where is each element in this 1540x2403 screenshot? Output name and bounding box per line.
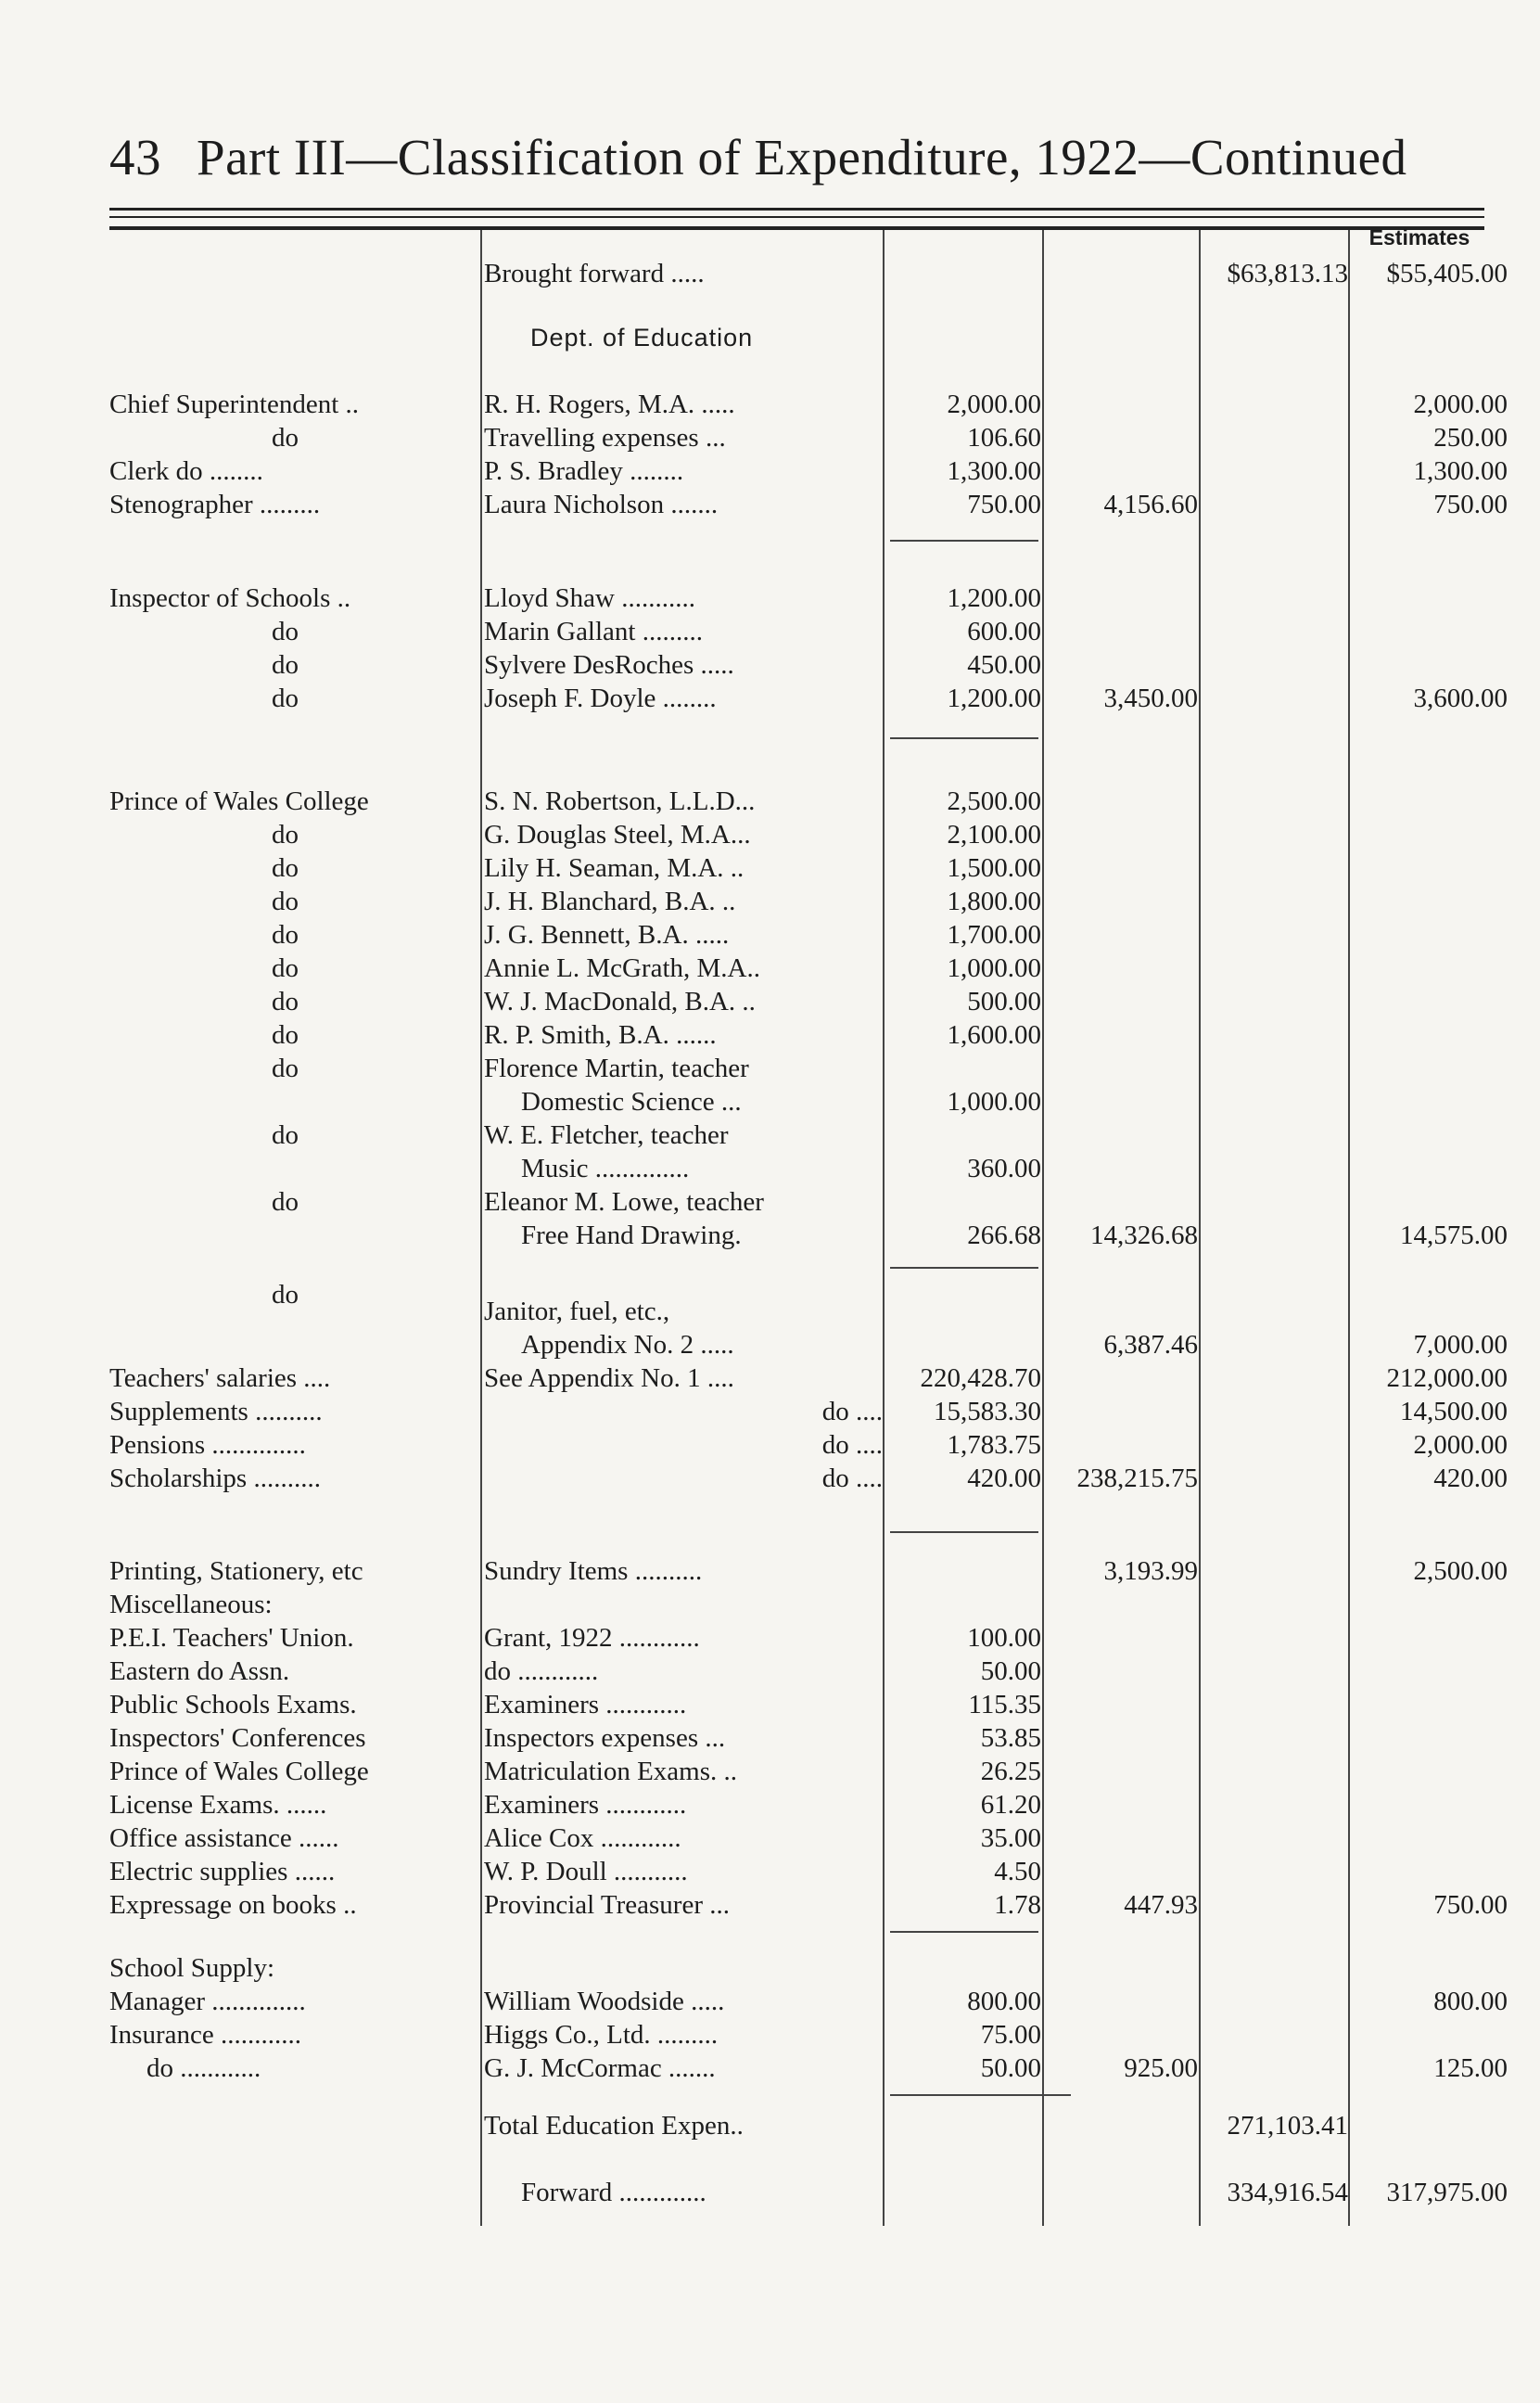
estimate-cell: 125.00 [1433,2053,1508,2083]
table-row [0,321,1540,354]
subtotal-cell: 3,450.00 [1103,684,1198,713]
item-cell: Scholarships .......... [109,1464,321,1493]
subtotal-cell: 14,326.68 [1090,1221,1198,1250]
table-row [0,1554,1540,1588]
item-cell: Clerk do ........ [109,456,263,486]
item-cell: License Exams. ...... [109,1790,327,1820]
item-cell: Prince of Wales College [109,1757,369,1786]
payee-cell: William Woodside ..... [484,1987,725,2016]
amount-cell: 1.78 [994,1890,1041,1920]
payee-cell: Higgs Co., Ltd. ......... [484,2020,719,2050]
estimate-cell: 420.00 [1433,1464,1508,1493]
page-number: 43 [109,129,161,185]
item-cell: Inspectors' Conferences [109,1723,366,1753]
payee-cell: W. J. MacDonald, B.A. .. [484,987,756,1016]
payee-cell: See Appendix No. 1 .... [484,1363,734,1393]
payee-cell: Lily H. Seaman, M.A. .. [484,853,745,883]
item-cell: Teachers' salaries .... [109,1363,331,1393]
page-title: Part III—Classification of Expenditure, 1922—Continued [197,129,1407,185]
item-cell: do [272,1120,299,1150]
table-row [0,1688,1540,1721]
subtotal-rule [890,1267,1038,1269]
subtotal-rule [890,540,1038,542]
table-row [0,1085,1540,1118]
payee-cell: do ............ [484,1656,599,1686]
estimate-cell: 2,000.00 [1413,390,1508,419]
item-cell: Chief Superintendent .. [109,390,360,419]
table-row [0,421,1540,454]
amount-cell: 75.00 [980,2020,1041,2050]
estimate-cell: 750.00 [1433,490,1508,519]
amount-cell: 50.00 [980,1656,1041,1686]
item-cell: Electric supplies ...... [109,1857,336,1886]
payee-cell: S. N. Robertson, L.L.D... [484,786,756,816]
amount-cell: 2,500.00 [947,786,1041,816]
payee-cell: G. J. McCormac ....... [484,2053,716,2083]
item-cell: Manager .............. [109,1987,306,2016]
item-cell: Expressage on books .. [109,1890,357,1920]
item-cell: do [272,953,299,983]
total-cell: 271,103.41 [1227,2111,1348,2141]
amount-cell: 35.00 [980,1823,1041,1853]
subtotal-rule [890,1531,1038,1533]
table-row [0,1655,1540,1688]
subtotal-cell: 447.93 [1124,1890,1198,1920]
subtotal-rule [890,1931,1038,1933]
item-cell: Office assistance ...... [109,1823,339,1853]
table-row [0,1721,1540,1755]
table-row [0,785,1540,818]
table-row [0,1328,1540,1361]
estimate-cell: 3,600.00 [1413,684,1508,713]
payee-cell: Sundry Items .......... [484,1556,703,1586]
payee-cell: Janitor, fuel, etc., [484,1297,670,1326]
item-cell: do [272,853,299,883]
table-row [0,615,1540,648]
table-row [0,682,1540,715]
table-row [0,952,1540,985]
payee-cell: P. S. Bradley ........ [484,456,684,486]
payee-cell: Music .............. [521,1154,690,1183]
estimates-column-header: Estimates [1368,225,1470,249]
payee-cell: Sylvere DesRoches ..... [484,650,734,680]
amount-cell: 1,783.75 [947,1430,1041,1460]
payee-cell: Inspectors expenses ... [484,1723,726,1753]
table-row [0,1152,1540,1185]
payee-cell: do .... [821,1397,883,1426]
item-cell: Pensions .............. [109,1430,306,1460]
item-cell: Supplements .......... [109,1397,323,1426]
amount-cell: 1,600.00 [947,1020,1041,1050]
amount-cell: 600.00 [967,617,1041,646]
amount-cell: 420.00 [967,1464,1041,1493]
table-row [0,1295,1540,1328]
payee-cell: Total Education Expen.. [484,2111,744,2141]
payee-cell: W. E. Fletcher, teacher [484,1120,729,1150]
item-cell: do [272,820,299,850]
table-row [0,2051,1540,2085]
total-cell: 334,916.54 [1227,2178,1348,2207]
item-cell: Printing, Stationery, etc [109,1556,363,1586]
amount-cell: 1,200.00 [947,684,1041,713]
amount-cell: 115.35 [968,1690,1041,1719]
page-header [109,128,1484,186]
amount-cell: 1,800.00 [947,887,1041,916]
table-row [0,851,1540,885]
item-cell: do [272,1187,299,1217]
subtotal-rule [890,737,1038,739]
table-row [0,2109,1540,2142]
amount-cell: 266.68 [967,1221,1041,1250]
estimate-cell: 2,500.00 [1413,1556,1508,1586]
table-row [0,648,1540,682]
amount-cell: 106.60 [967,423,1041,453]
payee-cell: Examiners ............ [484,1790,687,1820]
amount-cell: 800.00 [967,1987,1041,2016]
payee-cell: Matriculation Exams. .. [484,1757,738,1786]
estimate-cell: 7,000.00 [1413,1330,1508,1360]
payee-cell: J. G. Bennett, B.A. ..... [484,920,730,950]
subtotal-cell: 238,215.75 [1076,1464,1198,1493]
payee-cell: Provincial Treasurer ... [484,1890,730,1920]
header-rule [109,216,1484,218]
table-row [0,818,1540,851]
table-row [0,2176,1540,2209]
item-cell: Public Schools Exams. [109,1690,357,1719]
amount-cell: 1,700.00 [947,920,1041,950]
payee-cell: G. Douglas Steel, M.A... [484,820,751,850]
item-cell: do [272,920,299,950]
amount-cell: 500.00 [967,987,1041,1016]
payee-cell: do .... [821,1464,883,1493]
item-cell: do [272,684,299,713]
payee-cell: Brought forward ..... [484,259,705,288]
item-cell: Inspector of Schools .. [109,583,351,613]
estimate-cell: 212,000.00 [1386,1363,1508,1393]
amount-cell: 1,000.00 [947,1087,1041,1117]
subtotal-cell: 4,156.60 [1103,490,1198,519]
estimate-cell: 800.00 [1433,1987,1508,2016]
amount-cell: 220,428.70 [920,1363,1041,1393]
payee-cell: Dept. of Education [530,324,754,352]
table-row [0,1052,1540,1085]
payee-cell: W. P. Doull ........... [484,1857,688,1886]
amount-cell: 1,000.00 [947,953,1041,983]
table-row [0,918,1540,952]
item-cell: do [272,617,299,646]
amount-cell: 450.00 [967,650,1041,680]
amount-cell: 1,200.00 [947,583,1041,613]
estimate-cell: 750.00 [1433,1890,1508,1920]
estimate-cell: 2,000.00 [1413,1430,1508,1460]
table-row [0,1361,1540,1395]
item-cell: do ............ [146,2053,261,2083]
item-cell: do [272,423,299,453]
item-cell: Prince of Wales College [109,786,369,816]
estimate-cell: $55,405.00 [1386,259,1508,288]
table-row [0,1185,1540,1219]
total-cell: $63,813.13 [1227,259,1348,288]
table-row [0,1888,1540,1922]
subtotal-cell: 925.00 [1124,2053,1198,2083]
estimate-cell: 14,575.00 [1400,1221,1508,1250]
item-cell: do [272,1280,299,1310]
payee-cell: Free Hand Drawing. [521,1221,742,1250]
estimate-cell: 1,300.00 [1413,456,1508,486]
amount-cell: 2,000.00 [947,390,1041,419]
amount-cell: 100.00 [967,1623,1041,1653]
amount-cell: 53.85 [980,1723,1041,1753]
table-row [0,582,1540,615]
estimate-cell: 250.00 [1433,423,1508,453]
amount-cell: 50.00 [980,2053,1041,2083]
item-cell: do [272,1054,299,1083]
estimate-cell: 14,500.00 [1400,1397,1508,1426]
payee-cell: Domestic Science ... [521,1087,742,1117]
header-rule [109,208,1484,211]
table-row [0,2018,1540,2051]
payee-cell: Alice Cox ............ [484,1823,681,1853]
payee-cell: Appendix No. 2 ..... [521,1330,734,1360]
payee-cell: Annie L. McGrath, M.A.. [484,953,761,983]
item-cell: do [272,887,299,916]
payee-cell: R. H. Rogers, M.A. ..... [484,390,735,419]
item-cell: Eastern do Assn. [109,1656,290,1686]
table-row [0,454,1540,488]
amount-cell: 750.00 [967,490,1041,519]
payee-cell: Examiners ............ [484,1690,687,1719]
payee-cell: J. H. Blanchard, B.A. .. [484,887,736,916]
estimate-cell: 317,975.00 [1386,2178,1508,2207]
amount-cell: 360.00 [967,1154,1041,1183]
item-cell: School Supply: [109,1953,275,1983]
table-row [0,1621,1540,1655]
amount-cell: 26.25 [980,1757,1041,1786]
table-row [0,1395,1540,1428]
item-cell: Stenographer ......... [109,490,321,519]
table-row [0,1588,1540,1621]
table-row [0,1018,1540,1052]
payee-cell: Travelling expenses ... [484,423,726,453]
table-row [0,1219,1540,1252]
table-row [0,1462,1540,1495]
item-cell: do [272,987,299,1016]
table-row [0,1821,1540,1855]
amount-cell: 1,500.00 [947,853,1041,883]
table-row [0,388,1540,421]
amount-cell: 15,583.30 [934,1397,1041,1426]
payee-cell: Joseph F. Doyle ........ [484,684,717,713]
table-row [0,488,1540,521]
payee-cell: R. P. Smith, B.A. ...... [484,1020,717,1050]
item-cell: do [272,650,299,680]
table-row [0,1855,1540,1888]
table-row [0,1951,1540,1985]
table-row [0,1118,1540,1152]
subtotal-cell: 6,387.46 [1103,1330,1198,1360]
payee-cell: Lloyd Shaw ........... [484,583,695,613]
payee-cell: Florence Martin, teacher [484,1054,749,1083]
item-cell: Insurance ............ [109,2020,301,2050]
item-cell: P.E.I. Teachers' Union. [109,1623,354,1653]
table-row [0,257,1540,290]
payee-cell: Marin Gallant ......... [484,617,703,646]
table-row [0,885,1540,918]
amount-cell: 1,300.00 [947,456,1041,486]
payee-cell: do .... [821,1430,883,1460]
header-rule [109,226,1484,230]
amount-cell: 2,100.00 [947,820,1041,850]
payee-cell: Laura Nicholson ....... [484,490,719,519]
payee-cell: Forward ............. [521,2178,706,2207]
table-row [0,1985,1540,2018]
amount-cell: 4.50 [994,1857,1041,1886]
table-row [0,1755,1540,1788]
payee-cell: Eleanor M. Lowe, teacher [484,1187,764,1217]
item-cell: do [272,1020,299,1050]
item-cell: Miscellaneous: [109,1590,273,1619]
payee-cell: Grant, 1922 ............ [484,1623,700,1653]
table-row [0,1428,1540,1462]
subtotal-cell: 3,193.99 [1103,1556,1198,1586]
amount-cell: 61.20 [980,1790,1041,1820]
subtotal-rule [890,2094,1071,2096]
table-row [0,1788,1540,1821]
table-row [0,985,1540,1018]
